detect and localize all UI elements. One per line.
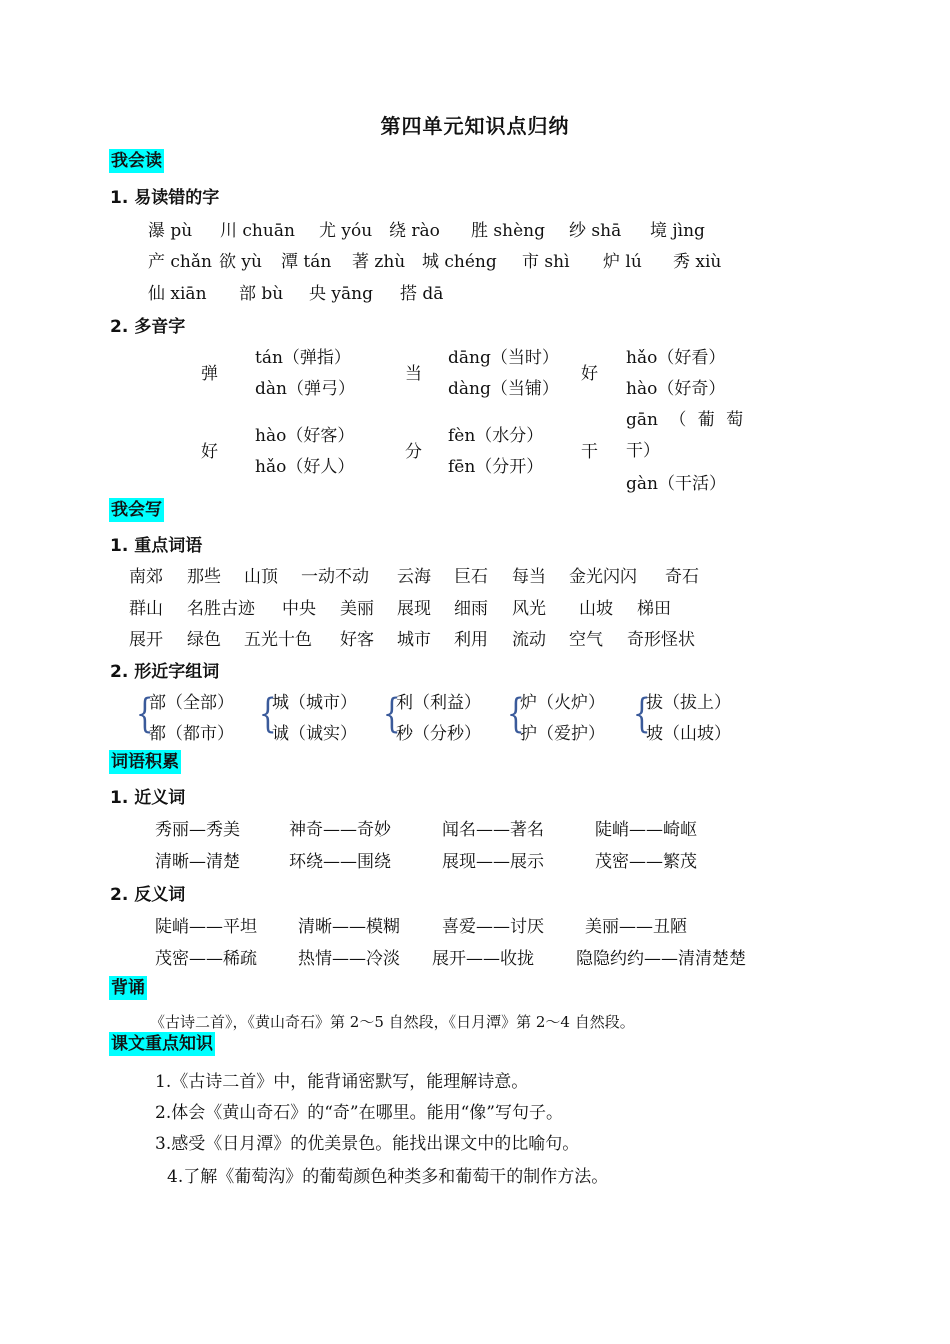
poly-reading: hǎo（好看） (626, 348, 726, 368)
pair-word: 炉（火炉） (520, 693, 605, 713)
pair-word: 利（利益） (396, 693, 481, 713)
antonym-pair: 茂密——稀疏 (155, 949, 257, 969)
pair-word: 都（都市） (149, 724, 234, 744)
antonym-pair: 美丽——丑陋 (585, 917, 687, 937)
word-item: 产 chǎn (148, 252, 212, 272)
antonym-pair: 清晰——模糊 (298, 917, 400, 937)
word-item: 利用 (454, 630, 488, 650)
key-point: 1.《古诗二首》中，能背诵密默写，能理解诗意。 (155, 1072, 529, 1092)
section-heading-read: 我会读 (111, 151, 162, 171)
brace-icon: { (506, 691, 525, 737)
word-item: 一动不动 (301, 567, 369, 587)
poly-reading: 干） (626, 441, 660, 461)
word-item: 炉 lú (603, 252, 642, 272)
section-heading-accumulate: 词语积累 (111, 752, 179, 772)
subheading-synonyms: 1. 近义词 (110, 788, 186, 808)
antonym-pair: 喜爱——讨厌 (442, 917, 544, 937)
brace-icon: { (632, 691, 651, 737)
recite-text: 《古诗二首》，《黄山奇石》第 2～5 自然段，《日月潭》第 2～4 自然段。 (150, 1013, 635, 1031)
poly-char: 干 (581, 442, 598, 462)
word-item: 五光十色 (244, 630, 312, 650)
word-item: 细雨 (454, 599, 488, 619)
synonym-pair: 茂密——繁茂 (595, 852, 697, 872)
word-item: 每当 (512, 567, 546, 587)
word-item: 搭 dā (400, 284, 444, 304)
poly-char: 好 (581, 364, 598, 384)
page-title: 第四单元知识点归纳 (380, 114, 570, 138)
word-item: 仙 xiān (148, 284, 207, 304)
pair-word: 部（全部） (149, 693, 234, 713)
word-item: 风光 (512, 599, 546, 619)
word-item: 展开 (129, 630, 163, 650)
poly-reading: fèn（水分） (448, 426, 544, 446)
word-item: 城市 (397, 630, 431, 650)
word-item: 欲 yù (219, 252, 262, 272)
word-item: 潭 tán (281, 252, 332, 272)
subheading-easy-misread: 1. 易读错的字 (110, 188, 220, 208)
word-item: 空气 (569, 630, 603, 650)
synonym-pair: 清晰—清楚 (155, 852, 240, 872)
section-heading-write: 我会写 (111, 500, 162, 520)
antonym-pair: 陡峭——平坦 (155, 917, 257, 937)
word-item: 胜 shèng (471, 221, 545, 241)
pair-word: 坡（山坡） (646, 724, 731, 744)
key-point: 2.体会《黄山奇石》的“奇”在哪里。能用“像”写句子。 (155, 1103, 563, 1123)
word-item: 云海 (397, 567, 431, 587)
poly-char: 当 (405, 364, 422, 384)
word-item: 部 bù (239, 284, 284, 304)
pair-word: 城（城市） (272, 693, 357, 713)
pair-word: 拔（拔上） (646, 693, 731, 713)
brace-icon: { (135, 691, 154, 737)
poly-reading: dāng（当时） (448, 348, 559, 368)
word-item: 梯田 (637, 599, 671, 619)
word-item: 纱 shā (569, 221, 622, 241)
word-item: 绿色 (187, 630, 221, 650)
poly-reading: fēn（分开） (448, 457, 544, 477)
word-item: 奇石 (665, 567, 699, 587)
word-item: 群山 (129, 599, 163, 619)
word-item: 好客 (340, 630, 374, 650)
brace-icon: { (382, 691, 401, 737)
word-item: 央 yāng (309, 284, 373, 304)
word-item: 秀 xiù (673, 252, 722, 272)
word-item: 中央 (282, 599, 316, 619)
subheading-similar-chars: 2. 形近字组词 (110, 662, 220, 682)
section-heading-key-knowledge: 课文重点知识 (111, 1034, 213, 1054)
poly-char: 好 (201, 442, 218, 462)
synonym-pair: 陡峭——崎岖 (595, 820, 697, 840)
antonym-pair: 展开——收拢 (432, 949, 534, 969)
word-item: 奇形怪状 (627, 630, 695, 650)
synonym-pair: 展现——展示 (442, 852, 544, 872)
pair-word: 秒（分秒） (396, 724, 481, 744)
synonym-pair: 闻名——著名 (442, 820, 544, 840)
brace-icon: { (258, 691, 277, 737)
word-item: 瀑 pù (148, 221, 193, 241)
poly-reading: hǎo（好人） (255, 457, 355, 477)
word-item: 山顶 (244, 567, 278, 587)
pair-word: 诚（诚实） (272, 724, 357, 744)
word-item: 绕 rào (389, 221, 440, 241)
subheading-antonyms: 2. 反义词 (110, 885, 186, 905)
poly-char: 分 (405, 442, 422, 462)
synonym-pair: 神奇——奇妙 (289, 820, 391, 840)
poly-reading: hào（好客） (255, 426, 355, 446)
section-heading-recite: 背诵 (111, 978, 145, 998)
poly-reading: gàn（干活） (626, 474, 726, 494)
poly-reading: hào（好奇） (626, 379, 726, 399)
subheading-key-words: 1. 重点词语 (110, 536, 203, 556)
key-point: 4.了解《葡萄沟》的葡萄颜色种类多和葡萄干的制作方法。 (167, 1167, 609, 1187)
synonym-pair: 环绕——围绕 (289, 852, 391, 872)
key-point: 3.感受《日月潭》的优美景色。能找出课文中的比喻句。 (155, 1134, 580, 1154)
poly-char: 弹 (201, 364, 218, 384)
subheading-polyphonic: 2. 多音字 (110, 317, 186, 337)
word-item: 名胜古迹 (187, 599, 255, 619)
word-item: 尤 yóu (319, 221, 373, 241)
word-item: 那些 (187, 567, 221, 587)
poly-reading: dàn（弹弓） (255, 379, 355, 399)
poly-reading: tán（弹指） (255, 348, 351, 368)
word-item: 市 shì (522, 252, 570, 272)
word-item: 著 zhù (352, 252, 406, 272)
word-item: 金光闪闪 (569, 567, 637, 587)
word-item: 展现 (397, 599, 431, 619)
antonym-pair: 隐隐约约——清清楚楚 (576, 949, 746, 969)
poly-reading: gān （ 葡 萄 (626, 410, 744, 430)
word-item: 巨石 (454, 567, 488, 587)
word-item: 山坡 (579, 599, 613, 619)
poly-reading: dàng（当铺） (448, 379, 559, 399)
word-item: 境 jìng (650, 221, 705, 241)
word-item: 美丽 (340, 599, 374, 619)
word-item: 川 chuān (220, 221, 295, 241)
word-item: 流动 (512, 630, 546, 650)
antonym-pair: 热情——冷淡 (298, 949, 400, 969)
pair-word: 护（爱护） (520, 724, 605, 744)
synonym-pair: 秀丽—秀美 (155, 820, 240, 840)
word-item: 城 chéng (422, 252, 497, 272)
word-item: 南郊 (129, 567, 163, 587)
